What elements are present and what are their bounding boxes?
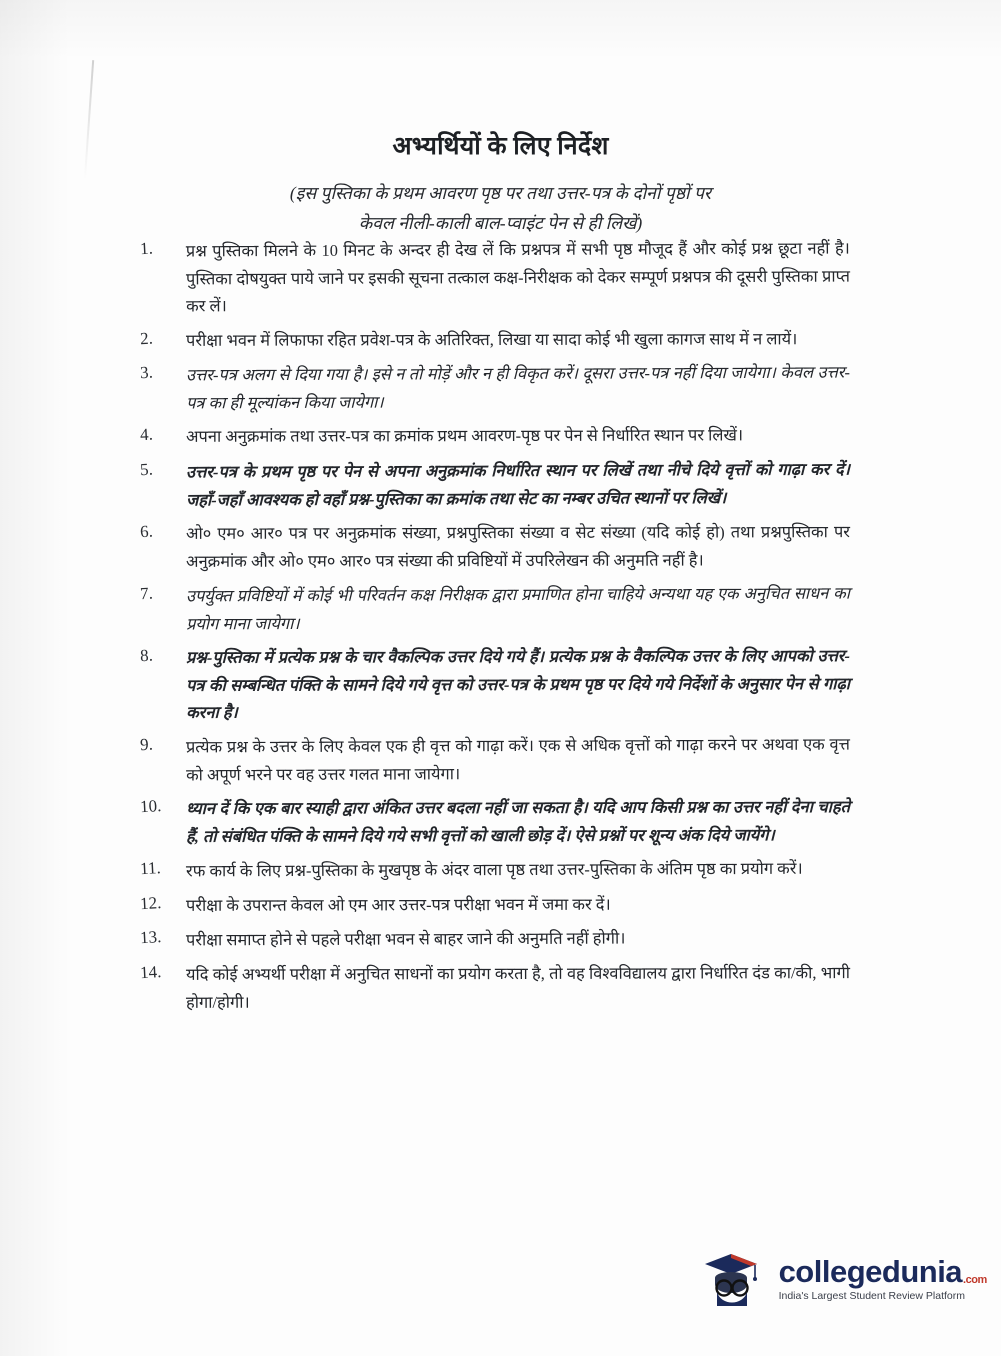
list-item-number: 3. [139,362,154,383]
list-item-number: 9. [139,734,154,755]
list-item-number: 14. [139,961,162,982]
list-item [140,891,850,919]
list-item-number: 11. [139,858,162,879]
list-item-number: 1. [139,238,154,259]
document-subtitle [0,178,1001,238]
list-item [140,643,850,726]
watermark-tagline: India's Largest Student Review Platform [778,1290,965,1303]
list-item-text: प्रत्येक प्रश्न के उत्तर के लिए केवल एक ही वृत्त को गाढ़ा करें। एक से अधिक वृत्तों को गाढ़ा करने पर अथवा एक वृत्त को अपूर्ण भरने पर वह उत्तर गलत माना जायेगा। [185,734,850,784]
list-item-number: 6. [139,521,154,541]
list-item-text: परीक्षा भवन में लिफाफा रहित प्रवेश-पत्र के अतिरिक्त, लिखा या सादा कोई भी खुला कागज साथ में न लायें। [185,328,798,350]
list-item [140,925,850,953]
list-item-text: रफ कार्य के लिए प्रश्न-पुस्तिका के मुखपृष्ठ के अंदर वाला पृष्ठ तथा उत्तर-पुस्तिका के अंतिम पृष्ठ का प्रयोग करें। [185,858,803,881]
collegedunia-watermark [695,1248,987,1310]
list-item [140,326,850,354]
list-item [140,519,850,574]
graduate-student-icon [695,1248,769,1310]
list-item [140,856,850,884]
instructions-list [140,236,850,1022]
list-item [140,360,850,415]
list-item-text: उत्तर-पत्र के प्रथम पृष्ठ पर पेन से अपना अनुक्रमांक निर्धारित स्थान पर लिखें तथा नीचे दिये वृत्तों को गाढ़ा कर दें। जहाँ-जहाँ आवश्यक हो वहाँ प्रश्न-पुस्तिका का क्रमांक तथा सेट का नम्बर उचित स्थानों पर लिखें। [185,459,850,509]
list-item-text: उत्तर-पत्र अलग से दिया गया है। इसे न तो मोड़ें और न ही विकृत करें। दूसरा उत्तर-पत्र नहीं दिया जायेगा। केवल उत्तर-पत्र का ही मूल्यांकन किया जायेगा। [185,362,850,412]
watermark-brand [778,1253,987,1289]
list-item-text: यदि कोई अभ्यर्थी परीक्षा में अनुचित साधनों का प्रयोग करता है, तो वह विश्वविद्यालय द्वारा निर्धारित दंड का/की, भागी होगा/होगी। [185,962,850,1011]
list-item-number: 13. [139,927,162,948]
list-item-text: उपर्युक्त प्रविष्टियों में कोई भी परिवर्तन कक्ष निरीक्षक द्वारा प्रमाणित होना चाहिये अन्यथा यह एक अनुचित साधन का प्रयोग माना जायेगा। [185,583,850,633]
watermark-tld: .com [963,1273,987,1286]
list-item-number: 8. [139,645,154,665]
list-item-text: ध्यान दें कि एक बार स्याही द्वारा अंकित उत्तर बदला नहीं जा सकता है। यदि आप किसी प्रश्न का उत्तर नहीं देना चाहते हैं, तो संबंधित पंक्ति के सामने दिये गये सभी वृत्तों को खाली छोड़ दें। ऐसे प्रश्नों पर शून्य अंक दिये जायेंगे। [185,797,850,846]
list-item [140,794,850,849]
watermark-text [778,1253,987,1303]
subtitle-line-2: केवल नीली-काली बाल-प्वाइंट पेन से ही लिखें) [358,213,643,233]
list-item-text: अपना अनुक्रमांक तथा उत्तर-पत्र का क्रमांक प्रथम आवरण-पृष्ठ पर पेन से निर्धारित स्थान पर लिखें। [185,425,744,446]
list-item-text: प्रश्न-पुस्तिका में प्रत्येक प्रश्न के चार वैकल्पिक उत्तर दिये गये हैं। प्रत्येक प्रश्न के वैकल्पिक उत्तर के लिए आपको उत्तर-पत्र की सम्बन्धित पंक्ति के सामने दिये गये वृत्त को उत्तर-पत्र के प्रथम पृष्ठ पर दिये गये निर्देशों के अनुसार पेन से गाढ़ा करना है। [185,645,851,722]
list-item-number: 7. [139,583,154,603]
list-item-number: 5. [139,459,154,479]
list-item [140,236,850,319]
list-item [140,422,850,450]
list-item-number: 2. [139,328,154,348]
list-item-text: परीक्षा समाप्त होने से पहले परीक्षा भवन से बाहर जाने की अनुमति नहीं होगी। [185,928,626,950]
list-item-number: 4. [139,424,154,445]
list-item [140,581,850,636]
subtitle-line-1: (इस पुस्तिका के प्रथम आवरण पृष्ठ पर तथा उत्तर-पत्र के दोनों पृष्ठों पर [289,183,712,203]
list-item-number: 10. [139,796,162,817]
list-item-text: परीक्षा के उपरान्त केवल ओ एम आर उत्तर-पत्र परीक्षा भवन में जमा कर दें। [185,894,611,915]
list-item [140,960,850,1015]
list-item-text: ओ० एम० आर० पत्र पर अनुक्रमांक संख्या, प्रश्नपुस्तिका संख्या व सेट संख्या (यदि कोई हो) तथा प्रश्नपुस्तिका पर अनुक्रमांक और ओ० एम० आर० पत्र संख्या की प्रविष्टियों में उपरिलेखन की अनुमति नहीं है। [185,521,850,570]
page-title: अभ्यर्थियों के लिए निर्देश [392,133,609,160]
watermark-brand-name: collegedunia [778,1253,963,1289]
list-item [140,732,850,787]
list-item-number: 12. [139,892,162,913]
list-item [140,457,850,512]
list-item-text: प्रश्न पुस्तिका मिलने के 10 मिनट के अन्दर ही देख लें कि प्रश्नपत्र में सभी पृष्ठ मौजूद हैं और कोई प्रश्न छूटा नहीं है। पुस्तिका दोषयुक्त पाये जाने पर इसकी सूचना तत्काल कक्ष-निरीक्षक को देकर सम्पूर्ण प्रश्नपत्र की दूसरी पुस्तिका प्राप्त कर लें। [185,238,851,316]
